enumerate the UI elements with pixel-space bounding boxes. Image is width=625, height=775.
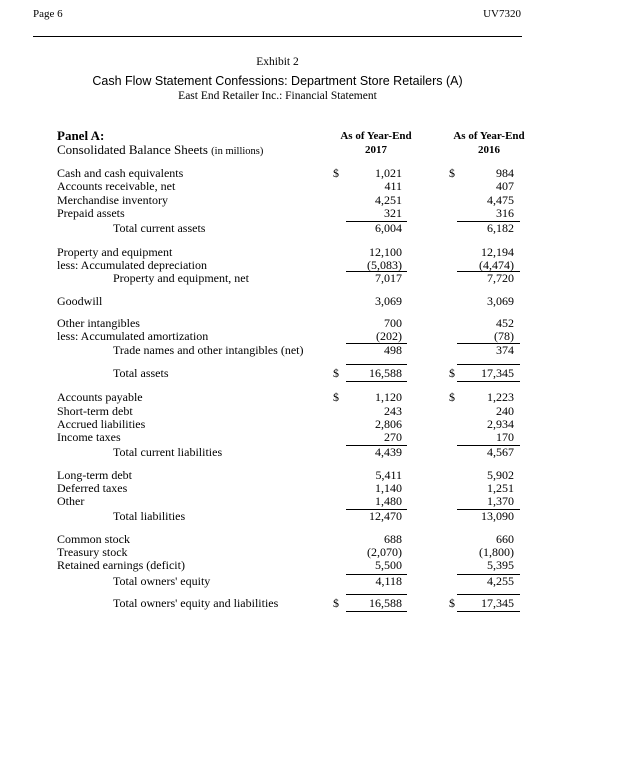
row-label: Other xyxy=(57,494,85,508)
value-2016: 170 xyxy=(496,430,514,444)
value-2017: 5,411 xyxy=(375,468,402,482)
dollar-sign-2017: $ xyxy=(333,366,339,380)
value-2016: 4,255 xyxy=(487,574,514,588)
value-2016: 5,902 xyxy=(487,468,514,482)
dollar-sign-2016: $ xyxy=(449,366,455,380)
subtotal-rule xyxy=(346,343,407,344)
table-row xyxy=(0,481,625,495)
value-2017: 5,500 xyxy=(375,558,402,572)
table-row xyxy=(0,366,625,380)
dollar-sign-2016: $ xyxy=(449,390,455,404)
value-2016: 2,934 xyxy=(487,417,514,431)
value-2016: 1,251 xyxy=(487,481,514,495)
table-row xyxy=(0,221,625,235)
value-2016: 660 xyxy=(496,532,514,546)
column-header-line1: As of Year-End xyxy=(453,130,525,142)
value-2016: 17,345 xyxy=(481,596,514,610)
header-divider xyxy=(33,36,522,37)
row-label: Prepaid assets xyxy=(57,206,125,220)
row-label: Accounts receivable, net xyxy=(57,179,176,193)
exhibit-label: Exhibit 2 xyxy=(256,56,299,68)
value-2016: 7,720 xyxy=(487,271,514,285)
exhibit-title: Cash Flow Statement Confessions: Department Store Retailers (A) xyxy=(92,74,463,88)
value-2016: 17,345 xyxy=(481,366,514,380)
table-row xyxy=(0,468,625,482)
row-label: Accounts payable xyxy=(57,390,143,404)
row-label: Trade names and other intangibles (net) xyxy=(113,343,304,357)
value-2016: 407 xyxy=(496,179,514,193)
dollar-sign-2016: $ xyxy=(449,596,455,610)
total-rule xyxy=(457,611,520,612)
value-2016: 1,370 xyxy=(487,494,514,508)
panel-label: Panel A: xyxy=(57,128,105,143)
subtotal-rule xyxy=(346,594,407,595)
value-2017: 2,806 xyxy=(375,417,402,431)
row-label: Total assets xyxy=(113,366,169,380)
value-2017: 12,470 xyxy=(369,509,402,523)
value-2017: 4,251 xyxy=(375,193,402,207)
subtotal-rule xyxy=(457,594,520,595)
value-2017: 4,118 xyxy=(375,574,402,588)
table-row xyxy=(0,596,625,610)
total-rule xyxy=(457,381,520,382)
value-2016: (78) xyxy=(494,329,514,343)
subtotal-rule xyxy=(457,343,520,344)
value-2017: 321 xyxy=(384,206,402,220)
value-2017: 16,588 xyxy=(369,366,402,380)
dollar-sign-2016: $ xyxy=(449,166,455,180)
subtotal-rule xyxy=(457,364,520,365)
subtotal-rule xyxy=(457,509,520,510)
value-2016: 3,069 xyxy=(487,294,514,308)
value-2017: 1,140 xyxy=(375,481,402,495)
value-2017: 1,480 xyxy=(375,494,402,508)
column-header-year: 2016 xyxy=(478,144,500,156)
subtotal-rule xyxy=(457,221,520,222)
value-2016: (1,800) xyxy=(479,545,514,559)
row-label: Treasury stock xyxy=(57,545,128,559)
value-2016: 5,395 xyxy=(487,558,514,572)
row-label: Total current assets xyxy=(113,221,206,235)
table-row xyxy=(0,179,625,193)
column-header-line1: As of Year-End xyxy=(340,130,412,142)
table-row xyxy=(0,532,625,546)
table-row xyxy=(0,558,625,572)
value-2017: 6,004 xyxy=(375,221,402,235)
value-2017: 688 xyxy=(384,532,402,546)
value-2016: 984 xyxy=(496,166,514,180)
table-row xyxy=(0,445,625,459)
value-2017: 4,439 xyxy=(375,445,402,459)
value-2017: 12,100 xyxy=(369,245,402,259)
row-label: Accrued liabilities xyxy=(57,417,146,431)
row-label: Short-term debt xyxy=(57,404,133,418)
value-2017: 7,017 xyxy=(375,271,402,285)
value-2017: 16,588 xyxy=(369,596,402,610)
table-row xyxy=(0,258,625,272)
case-id: UV7320 xyxy=(483,8,521,20)
table-row xyxy=(0,494,625,508)
row-label: Total current liabilities xyxy=(113,445,223,459)
dollar-sign-2017: $ xyxy=(333,166,339,180)
table-row xyxy=(0,294,625,308)
value-2017: (5,083) xyxy=(367,258,402,272)
value-2017: (2,070) xyxy=(367,545,402,559)
value-2016: 1,223 xyxy=(487,390,514,404)
value-2017: 411 xyxy=(384,179,402,193)
row-label: Common stock xyxy=(57,532,131,546)
row-label: Long-term debt xyxy=(57,468,132,482)
value-2017: 700 xyxy=(384,316,402,330)
row-label: Total owners' equity and liabilities xyxy=(113,596,279,610)
row-label: less: Accumulated amortization xyxy=(57,329,209,343)
row-label: Property and equipment xyxy=(57,245,173,259)
table-row xyxy=(0,430,625,444)
subtotal-rule xyxy=(346,364,407,365)
row-label: Cash and cash equivalents xyxy=(57,166,184,180)
subtotal-rule xyxy=(346,271,407,272)
row-label: Deferred taxes xyxy=(57,481,128,495)
row-label: Total liabilities xyxy=(113,509,186,523)
value-2016: (4,474) xyxy=(479,258,514,272)
value-2017: (202) xyxy=(376,329,402,343)
value-2016: 4,567 xyxy=(487,445,514,459)
table-row xyxy=(0,271,625,285)
table-row xyxy=(0,245,625,259)
dollar-sign-2017: $ xyxy=(333,390,339,404)
column-header-2017 xyxy=(321,129,431,157)
subtotal-rule xyxy=(346,574,407,575)
value-2016: 6,182 xyxy=(487,221,514,235)
subtotal-rule xyxy=(346,445,407,446)
row-label: Merchandise inventory xyxy=(57,193,168,207)
subtotal-rule xyxy=(346,221,407,222)
value-2017: 1,021 xyxy=(375,166,402,180)
value-2017: 270 xyxy=(384,430,402,444)
exhibit-subtitle: East End Retailer Inc.: Financial Statement xyxy=(178,90,377,102)
table-row xyxy=(0,206,625,220)
table-row xyxy=(0,193,625,207)
row-label: Total owners' equity xyxy=(113,574,211,588)
value-2017: 243 xyxy=(384,404,402,418)
panel-units: (in millions) xyxy=(211,146,264,157)
subtotal-rule xyxy=(346,509,407,510)
value-2017: 1,120 xyxy=(375,390,402,404)
value-2017: 3,069 xyxy=(375,294,402,308)
value-2016: 13,090 xyxy=(481,509,514,523)
value-2017: 498 xyxy=(384,343,402,357)
value-2016: 4,475 xyxy=(487,193,514,207)
table-row xyxy=(0,343,625,357)
column-header-2016 xyxy=(434,129,544,157)
row-label: Property and equipment, net xyxy=(113,271,249,285)
subtotal-rule xyxy=(457,445,520,446)
total-rule xyxy=(346,381,407,382)
table-row xyxy=(0,404,625,418)
value-2016: 316 xyxy=(496,206,514,220)
table-row xyxy=(0,509,625,523)
value-2016: 12,194 xyxy=(481,245,514,259)
table-row xyxy=(0,545,625,559)
table-row xyxy=(0,329,625,343)
panel-title: Consolidated Balance Sheets xyxy=(57,142,208,157)
value-2016: 452 xyxy=(496,316,514,330)
table-row xyxy=(0,390,625,404)
table-row xyxy=(0,574,625,588)
page-number: Page 6 xyxy=(33,8,63,20)
value-2016: 240 xyxy=(496,404,514,418)
table-row xyxy=(0,316,625,330)
row-label: Income taxes xyxy=(57,430,121,444)
table-row xyxy=(0,166,625,180)
column-header-year: 2017 xyxy=(365,144,387,156)
row-label: Other intangibles xyxy=(57,316,140,330)
row-label: Retained earnings (deficit) xyxy=(57,558,185,572)
total-rule xyxy=(346,611,407,612)
subtotal-rule xyxy=(457,271,520,272)
panel-name xyxy=(57,142,263,158)
value-2016: 374 xyxy=(496,343,514,357)
table-row xyxy=(0,417,625,431)
row-label: less: Accumulated depreciation xyxy=(57,258,207,272)
dollar-sign-2017: $ xyxy=(333,596,339,610)
subtotal-rule xyxy=(457,574,520,575)
row-label: Goodwill xyxy=(57,294,103,308)
